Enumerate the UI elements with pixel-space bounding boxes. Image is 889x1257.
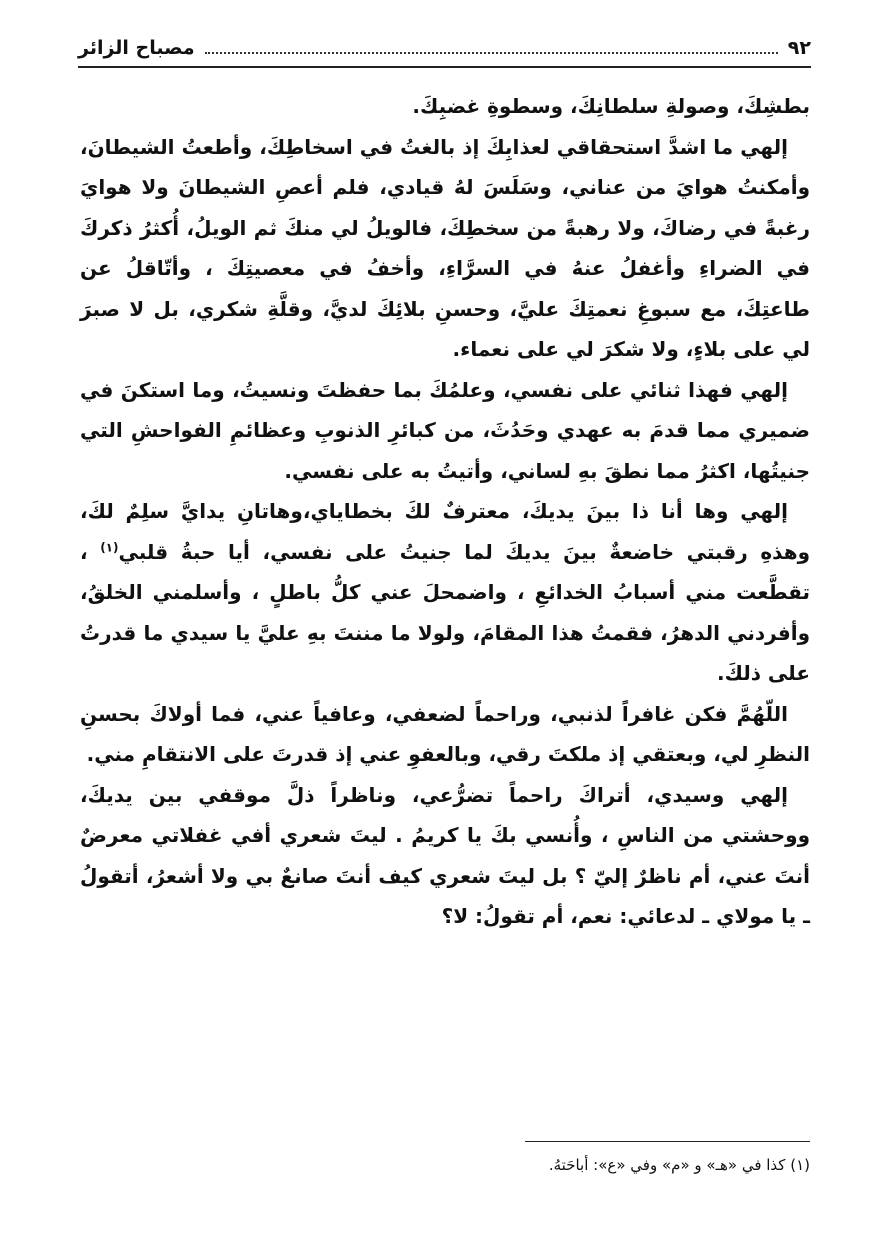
paragraph-text: ، تقطَّعت مني أسبابُ الخدائعِ ، واضمحلَ عني كلُّ باطلٍ ، وأسلمني الخلقُ، وأفردني الدهرُ، فقمتُ هذا المقامَ، ولولا ما مننتَ بهِ عليَّ يا سيدي ما قدرتُ على ذلكَ. [80,539,810,685]
paragraph: إلهي فهذا ثنائي على نفسي، وعلمُكَ بما حفظتَ ونسيتُ، وما استكنَ في ضميري مما قدمَ به عهدي وحَدُثَ، من كبائرِ الذنوبِ وعظائمِ الفواحشِ التي جنيتُها، اكثرُ مما نطقَ بهِ لساني، وأتيتُ به على نفسي. [80,377,810,483]
footnote-1: (١) كذا في «هـ» و «م» وفي «ع»: أباحَتهُ. [548,1156,810,1174]
paragraph-text: إلهي وها أنا ذا بينَ يديكَ، معترفٌ لكَ بخطاياي،وهاتانِ يدايَّ سلِمٌ لكَ، وهذهِ رقبتي خاضعةٌ بينَ يديكَ لما جنيتُ على نفسي، أيا حبةُ قلبي [80,499,811,564]
page-number: ٩٢ [787,37,811,59]
footnote-marker[interactable]: (١) [100,539,119,554]
running-header [78,30,811,66]
header-dot-leader [205,52,778,54]
paragraph: إلهي ما اشدَّ استحقاقي لعذابِكَ إذ بالغتُ في اسخاطِكَ، وأطعتُ الشيطانَ، وأمكنتُ هوايَ من عناني، وسَلَسَ لهُ قيادي، فلم أعصِ الشيطانَ ولا هوايَ رغبةً في رضاكَ، ولا رهبةً من سخطِكَ، فالويلُ لي منكَ ثم الويلُ، أُكثرُ ذكركَ في الضراءِ وأغفلُ عنهُ في السرَّاءِ، وأخفُ في معصيتِكَ ، وأتّاقلُ عن طاعتِكَ، مع سبوغِ نعمتِكَ عليَّ، وحسنِ بلائِكَ لديَّ، وقلَّةِ شكري، بل لا صبرَ لي على بلاءٍ، ولا شكرَ لي على نعماء. [80,134,810,361]
paragraph-with-footnote [80,491,810,694]
paragraph: اللّهُمَّ فكن غافراً لذنبي، وراحماً لضعفي، وعافياً عني، فما أولاكَ بحسنِ النظرِ لي، وبعتقي إذ ملكتَ رقي، وبالعفوِ عني إذ قدرتَ على الانتقامِ مني. [80,701,810,766]
paragraph-continuation: بطشِكَ، وصولةِ سلطانِكَ، وسطوةِ غضبِكَ. [412,94,810,118]
footnote-separator [525,1141,810,1142]
header-rule [78,66,811,68]
main-text [80,86,810,937]
paragraph: إلهي وسيدي، أتراكَ راحماً تضرُّعي، وناظراً ذلَّ موقفي بين يديكَ، ووحشتي من الناسِ ، وأُنسي بكَ يا كريمُ . ليتَ شعري أفي غفلاتي معرضٌ أنتَ عني، أم ناظرٌ إليّ ؟ بل ليتَ شعري كيف أنتَ صانعٌ بي ولا أشعرُ، أتقولُ ـ يا مولاي ـ لدعائي: نعم، أم تقولُ: لا؟ [80,782,810,928]
book-title: مصباح الزائر [78,37,195,59]
